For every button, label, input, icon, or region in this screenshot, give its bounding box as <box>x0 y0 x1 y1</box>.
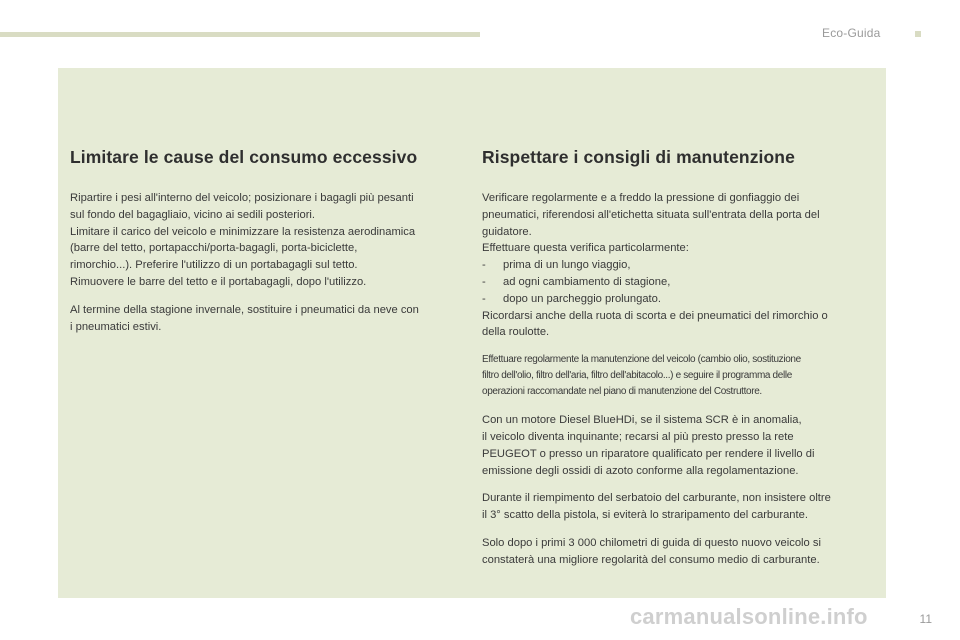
right-paragraph-3 <box>482 490 874 524</box>
text-line: Al termine della stagione invernale, sostituire i pneumatici da neve con <box>70 303 419 316</box>
left-paragraph-1 <box>70 190 460 291</box>
text-line: sul fondo del bagagliaio, vicino ai sedili posteriori. <box>70 208 316 221</box>
text-line: Limitare il carico del veicolo e minimizzare la resistenza aerodinamica <box>70 225 416 238</box>
text-line: il veicolo diventa inquinante; recarsi al più presto presso la rete <box>482 430 794 443</box>
watermark: carmanualsonline.info <box>630 604 868 629</box>
list-dash: - <box>482 292 486 305</box>
text-line: Con un motore Diesel BlueHDi, se il sistema SCR è in anomalia, <box>482 414 802 427</box>
page-number: 11 <box>919 612 932 626</box>
text-line: Ripartire i pesi all'interno del veicolo; posizionare i bagagli più pesanti <box>70 192 414 204</box>
left-paragraph-2 <box>70 302 460 336</box>
list-item-text: ad ogni cambiamento di stagione, <box>503 275 671 288</box>
right-heading: Rispettare i consigli di manutenzione <box>482 147 795 167</box>
text-line: Verificare regolarmente e a freddo la pressione di gonfiaggio dei <box>482 192 800 204</box>
header-accent-square <box>915 31 921 37</box>
left-column <box>70 147 460 346</box>
list-dash: - <box>482 275 486 288</box>
text-line: della roulotte. <box>482 326 550 339</box>
text-line: Rimuovere le barre del tetto e il portabagagli, dopo l'utilizzo. <box>70 275 367 288</box>
text-line: rimorchio...). Preferire l'utilizzo di un portabagagli sul tetto. <box>70 259 358 272</box>
text-line: i pneumatici estivi. <box>70 320 162 333</box>
maintenance-note <box>482 352 874 400</box>
list-dash: - <box>482 259 486 272</box>
list-item-text: prima di un lungo viaggio, <box>503 259 631 272</box>
text-line: PEUGEOT o presso un riparatore qualificato per rendere il livello di <box>482 447 815 460</box>
text-line: operazioni raccomandate nel piano di manutenzione del Costruttore. <box>482 386 762 398</box>
text-line: pneumatici, riferendosi all'etichetta situata sull'entrata della porta del <box>482 208 820 221</box>
text-line: (barre del tetto, portapacchi/porta-bagagli, porta-biciclette, <box>70 242 358 255</box>
text-line: il 3° scatto della pistola, si eviterà lo straripamento del carburante. <box>482 509 808 522</box>
text-line: Ricordarsi anche della ruota di scorta e dei pneumatici del rimorchio o <box>482 309 828 322</box>
text-line: Solo dopo i primi 3 000 chilometri di guida di questo nuovo veicolo si <box>482 536 821 549</box>
text-line: constaterà una migliore regolarità del consumo medio di carburante. <box>482 553 820 566</box>
list-item <box>482 291 874 308</box>
left-heading: Limitare le cause del consumo eccessivo <box>70 147 418 167</box>
text-line: guidatore. <box>482 225 532 238</box>
text-line: Durante il riempimento del serbatoio del carburante, non insistere oltre <box>482 492 831 505</box>
list-item <box>482 274 874 291</box>
right-paragraph-1 <box>482 190 874 341</box>
header-accent-bar <box>0 32 480 37</box>
text-line: filtro dell'olio, filtro dell'aria, filtro dell'abitacolo...) e seguire il programma delle <box>482 370 792 382</box>
section-title: Eco-Guida <box>822 26 881 40</box>
text-line: Effettuare questa verifica particolarmente: <box>482 242 689 255</box>
right-column <box>482 147 874 580</box>
text-line: emissione degli ossidi di azoto conforme alla regolamentazione. <box>482 464 799 477</box>
list-item <box>482 257 874 274</box>
content-panel <box>58 68 886 598</box>
right-paragraph-4 <box>482 535 874 569</box>
text-line: Effettuare regolarmente la manutenzione del veicolo (cambio olio, sostituzione <box>482 354 801 366</box>
list-item-text: dopo un parcheggio prolungato. <box>503 292 661 305</box>
right-paragraph-2 <box>482 412 874 479</box>
